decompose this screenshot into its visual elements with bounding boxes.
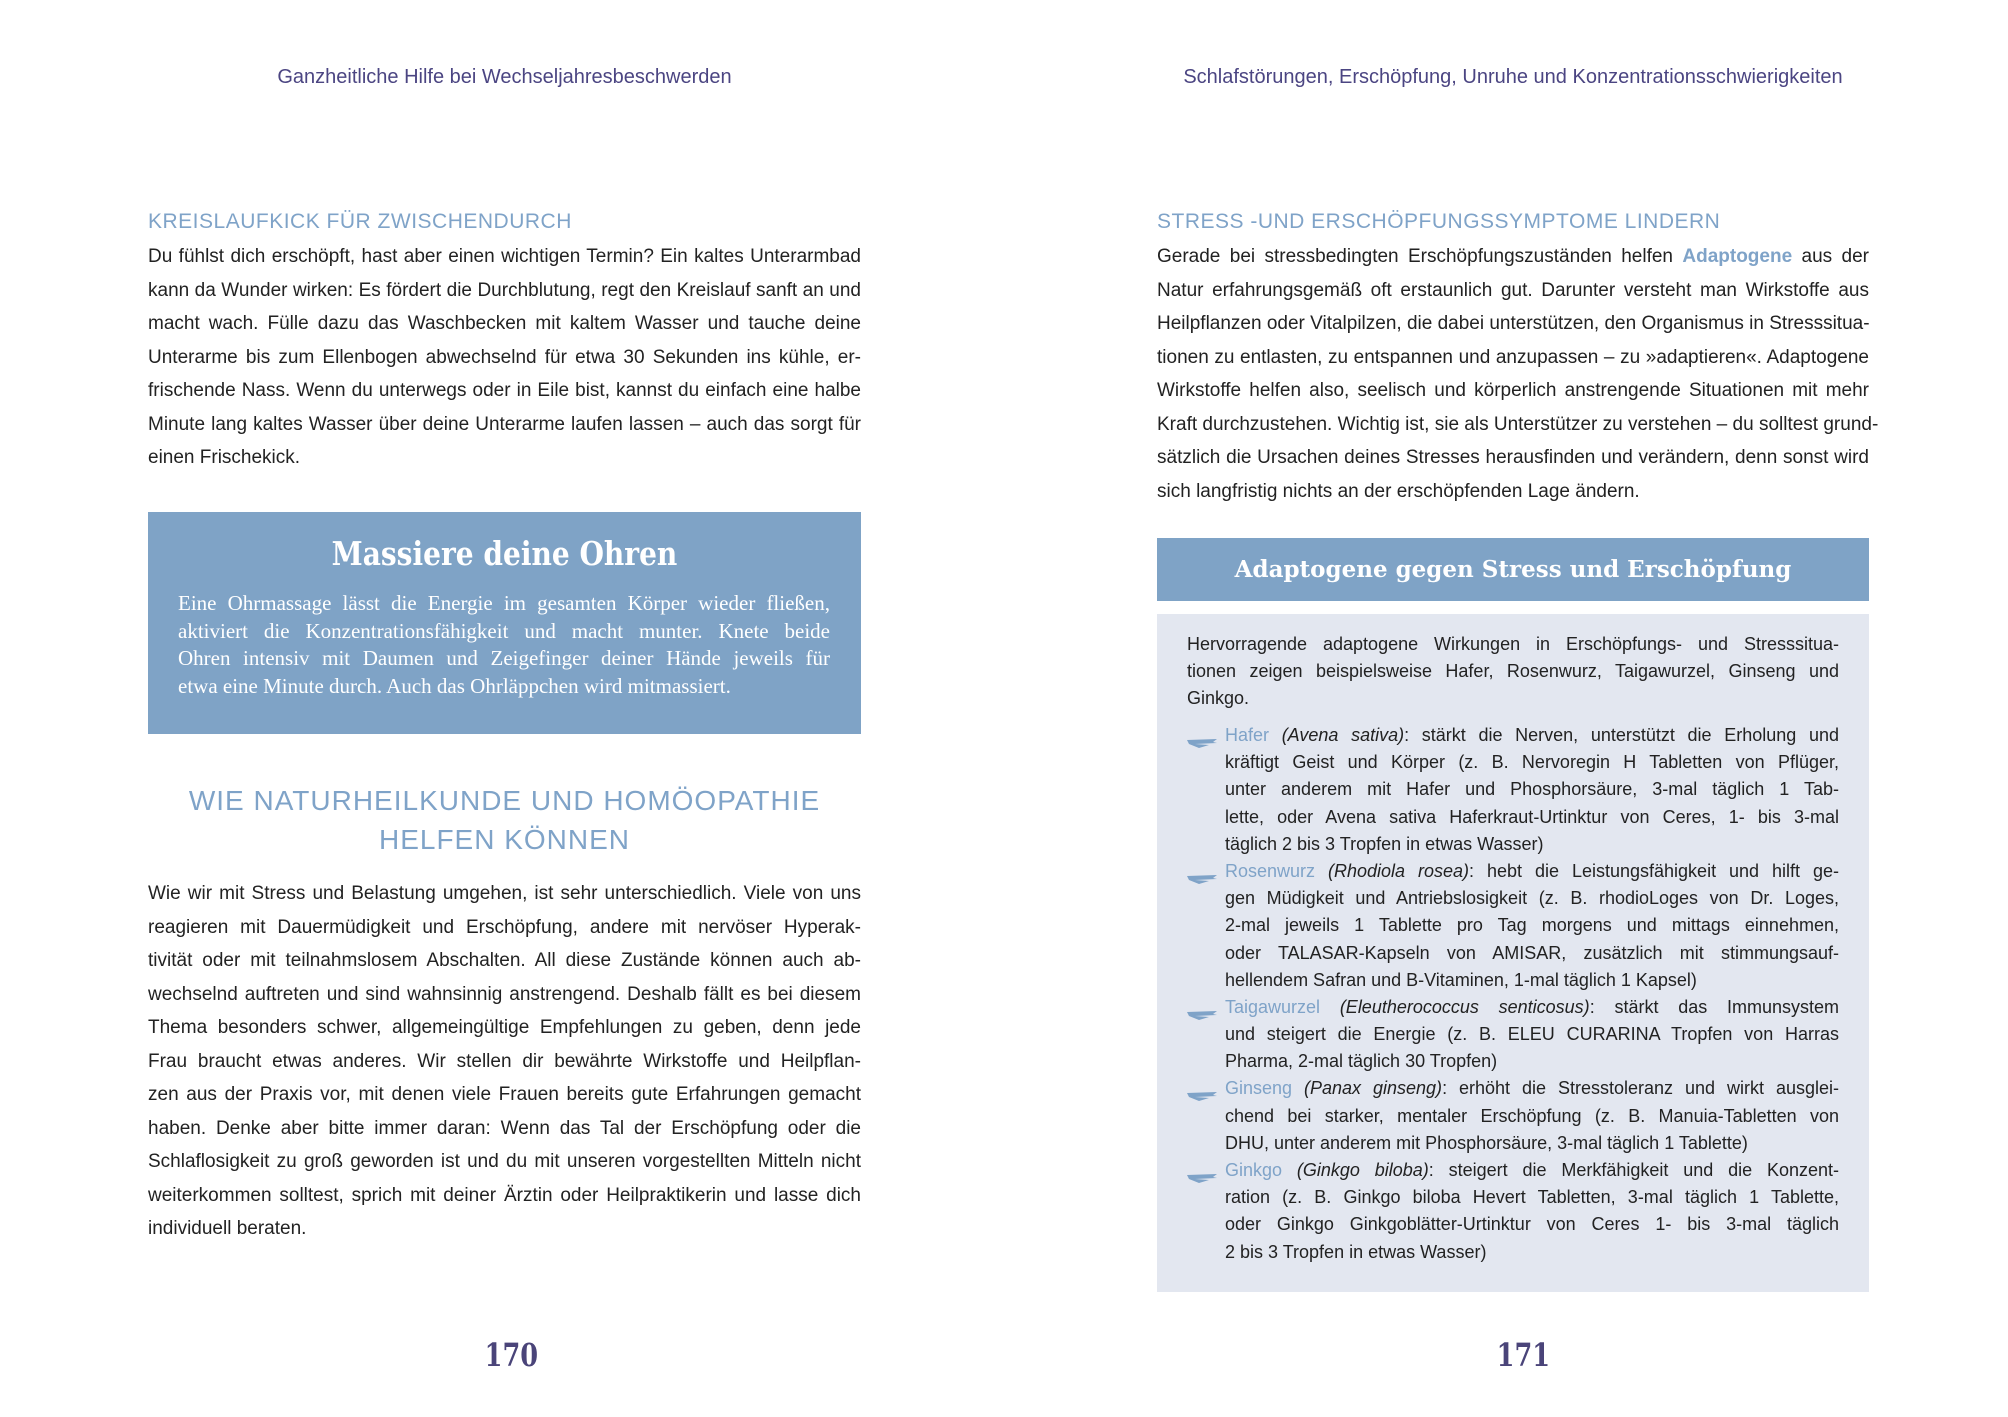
text-line: sich langfristig nichts an der erschöpfenden Lage ändern. (1157, 480, 1640, 502)
text-line: Pharma, 2-mal täglich 30 Tropfen) (1225, 1051, 1498, 1072)
text-line (1225, 858, 1839, 885)
text-line: macht wach. Fülle dazu das Waschbecken mit kaltem Wasser und tauche deine (148, 313, 861, 334)
text-line: etwa eine Minute durch. Auch das Ohrläppchen wird mitmassiert. (178, 673, 731, 698)
text-line (1225, 1075, 1839, 1102)
text: aus der (1792, 246, 1869, 267)
paragraph-kreislaufkick (148, 240, 861, 475)
text-line: oder Ginkgo Ginkgoblätter-Urtinktur von Ceres 1- bis 3-mal täglich (1225, 1214, 1839, 1235)
text-line: hellendem Safran und B-Vitaminen, 1-mal täglich 1 Kapsel) (1225, 969, 1697, 990)
text-line: individuell beraten. (148, 1218, 307, 1239)
list-item-taigawurzel (1187, 994, 1839, 1076)
page-number-right: 171 (1496, 1336, 1551, 1374)
text-line: Schlaflosigkeit zu groß geworden ist und du mit unseren vorgestellten Mitteln nicht (148, 1151, 861, 1172)
list-item-ginkgo (1187, 1157, 1839, 1266)
text-line: lette, oder Avena sativa Haferkraut-Urtinktur von Ceres, 1- bis 3-mal (1225, 806, 1839, 827)
text-line: Thema besonders schwer, allgemeingültige Empfehlungen zu geben, denn jede (148, 1017, 861, 1038)
text-line (1225, 722, 1839, 749)
text-line: chend bei starker, mentaler Erschöpfung (z. B. Manuia-Tabletten von (1225, 1105, 1839, 1126)
info-box-intro (1187, 631, 1839, 713)
text-line: Frau braucht etwas anderes. Wir stellen dir bewährte Wirkstoffe und Heilpflan- (148, 1050, 861, 1072)
adaptogene-highlight: Adaptogene (1682, 246, 1793, 267)
running-head-left: Ganzheitliche Hilfe bei Wechseljahresbeschwerden (277, 66, 732, 88)
text-line: Eine Ohrmassage lässt die Energie im gesamten Körper wieder fließen, (178, 591, 830, 615)
plant-name: Rosenwurz (1225, 860, 1316, 881)
brush-bullet-icon (1187, 1085, 1217, 1094)
text-line: kräftigt Geist und Körper (z. B. Nervoregin H Tabletten von Pflüger, (1225, 752, 1839, 773)
list-item-hafer (1187, 722, 1839, 858)
info-box (1157, 614, 1869, 1292)
text-line: wechselnd auftreten und sind wahnsinnig anstrengend. Deshalb fällt es bei diesem (148, 983, 861, 1005)
text-line: Wie wir mit Stress und Belastung umgehen, ist sehr unterschiedlich. Viele von uns (148, 883, 861, 904)
brush-bullet-icon (1187, 732, 1217, 741)
text: Gerade bei stressbedingten Erschöpfungszuständen helfen (1157, 246, 1683, 267)
list-item-rosenwurz (1187, 858, 1839, 994)
text-line: tivität oder mit teilnahmslosem Abschalten. All diese Zustände können auch ab- (148, 950, 861, 971)
text-line: haben. Denke aber bitte immer daran: Wenn das Tal der Erschöpfung oder die (148, 1117, 861, 1139)
text: : erhöht die Stresstoleranz und wirkt ausglei- (1442, 1078, 1839, 1099)
heading-line: WIE NATURHEILKUNDE UND HOMÖOPATHIE (188, 785, 821, 816)
text-line (1225, 994, 1839, 1021)
text-line: Unterarme bis zum Ellenbogen abwechselnd für etwa 30 Sekunden ins kühle, er- (148, 346, 861, 368)
heading-line: HELFEN KÖNNEN (378, 824, 631, 855)
tip-box-body (178, 590, 830, 700)
text-line: tionen zu entlasten, zu entspannen und anzupassen – zu »adaptieren«. Adaptogene (1157, 346, 1869, 368)
info-box-list (1187, 722, 1839, 1266)
page-number-left: 170 (484, 1336, 539, 1374)
plant-name: Hafer (1225, 725, 1270, 745)
text: : hebt die Leistungsfähigkeit und hilft ge- (1469, 860, 1839, 881)
section-heading-stress: STRESS -UND ERSCHÖPFUNGSSYMPTOME LINDERN (1157, 210, 1721, 233)
text-line: sätzlich die Ursachen deines Stresses herausfinden und verändern, denn sonst wird (1157, 447, 1869, 468)
text-line: gen Müdigkeit und Antriebslosigkeit (z. B. rhodioLoges von Dr. Loges, (1225, 888, 1839, 909)
text-line: Natur erfahrungsgemäß oft erstaunlich gut. Darunter versteht man Wirkstoffe aus (1157, 279, 1869, 301)
list-item-ginseng (1187, 1075, 1839, 1157)
running-head-right: Schlafstörungen, Erschöpfung, Unruhe und Konzentrationsschwierigkeiten (1183, 66, 1843, 88)
text-line: Minute lang kaltes Wasser über deine Unterarme laufen lassen – auch das sorgt für (148, 413, 861, 435)
text: : stärkt die Nerven, unterstützt die Erholung und (1404, 725, 1839, 745)
text-line: oder TALASAR-Kapseln von AMISAR, zusätzlich mit stimmungsauf- (1225, 942, 1839, 963)
text-line: aktiviert die Konzentrationsfähigkeit und macht munter. Knete beide (178, 618, 830, 643)
text-line: ration (z. B. Ginkgo biloba Hevert Tabletten, 3-mal täglich 1 Tablette, (1225, 1187, 1839, 1208)
text-line: 2-mal jeweils 1 Tablette pro Tag morgens und mittags einnehmen, (1225, 915, 1839, 936)
text-line (1225, 1157, 1839, 1184)
plant-name: Ginkgo (1225, 1160, 1283, 1180)
text-line: reagieren mit Dauermüdigkeit und Erschöpfung, andere mit nervöser Hyperak- (148, 916, 861, 938)
text-line: Heilpflanzen oder Vitalpilzen, die dabei unterstützen, den Organismus in Stresssitua- (1157, 313, 1870, 334)
text-line: Du fühlst dich erschöpft, hast aber einen wichtigen Termin? Ein kaltes Unterarmbad (148, 246, 861, 267)
text-line: einen Frischekick. (148, 447, 301, 468)
text-line (1157, 240, 1869, 274)
brush-bullet-icon (1187, 1004, 1217, 1013)
text-line: und steigert die Energie (z. B. ELEU CURARINA Tropfen von Harras (1225, 1024, 1839, 1045)
plant-name: Ginseng (1225, 1078, 1293, 1099)
text: : steigert die Merkfähigkeit und die Konzent- (1428, 1160, 1839, 1180)
text-line: Wirkstoffe helfen also, seelisch und körperlich anstrengende Situationen mit mehr (1157, 380, 1869, 401)
brush-bullet-icon (1187, 1167, 1217, 1176)
plant-name: Taigawurzel (1225, 996, 1321, 1017)
latin-name: (Avena sativa) (1281, 725, 1405, 745)
paragraph-stress-rest (1157, 274, 1879, 509)
tip-box (148, 512, 861, 734)
text-line: Kraft durchzustehen. Wichtig ist, sie als Unterstützer zu verstehen – du solltest grund- (1157, 413, 1879, 435)
latin-name: (Ginkgo biloba) (1296, 1160, 1429, 1180)
text-line: DHU, unter anderem mit Phosphorsäure, 3-mal täglich 1 Tablette) (1225, 1132, 1748, 1153)
text-line: weiterkommen solltest, sprich mit deiner Ärztin oder Heilpraktikerin und lasse dich (148, 1184, 861, 1206)
info-box-title: Adaptogene gegen Stress und Erschöpfung (1234, 556, 1792, 583)
text-line: Ginkgo. (1187, 688, 1250, 709)
latin-name: (Rhodiola rosea) (1328, 860, 1470, 881)
text-line: kann da Wunder wirken: Es fördert die Durchblutung, regt den Kreislauf sanft an und (148, 279, 861, 301)
text-line: 2 bis 3 Tropfen in etwas Wasser) (1225, 1241, 1487, 1262)
section-heading-naturheilkunde (148, 781, 861, 859)
section-heading-kreislaufkick: KREISLAUFKICK FÜR ZWISCHENDURCH (148, 210, 572, 233)
paragraph-stress (1157, 240, 1879, 508)
tip-box-title: Massiere deine Ohren (331, 534, 678, 573)
text-line: Ohren intensiv mit Daumen und Zeigefinger deiner Hände jeweils für (178, 646, 830, 670)
brush-bullet-icon (1187, 868, 1217, 877)
text-line: tionen zeigen beispielsweise Hafer, Rosenwurz, Taigawurzel, Ginseng und (1187, 661, 1839, 682)
text-line: täglich 2 bis 3 Tropfen in etwas Wasser) (1225, 833, 1544, 854)
latin-name: (Eleutherococcus senticosus) (1339, 996, 1590, 1017)
text-line: zen aus der Praxis vor, mit denen viele Frauen bereits gute Erfahrungen gemacht (148, 1084, 861, 1105)
info-box-header (1157, 538, 1869, 601)
text-line: unter anderem mit Hafer und Phosphorsäure, 3-mal täglich 1 Tab- (1225, 779, 1839, 800)
latin-name: (Panax ginseng) (1304, 1078, 1443, 1099)
text-line: frischende Nass. Wenn du unterwegs oder in Eile bist, kannst du einfach eine halbe (148, 380, 861, 401)
text-line: Hervorragende adaptogene Wirkungen in Erschöpfungs- und Stresssitua- (1187, 634, 1839, 654)
paragraph-naturheilkunde (148, 877, 861, 1246)
text: : stärkt das Immunsystem (1589, 996, 1839, 1017)
